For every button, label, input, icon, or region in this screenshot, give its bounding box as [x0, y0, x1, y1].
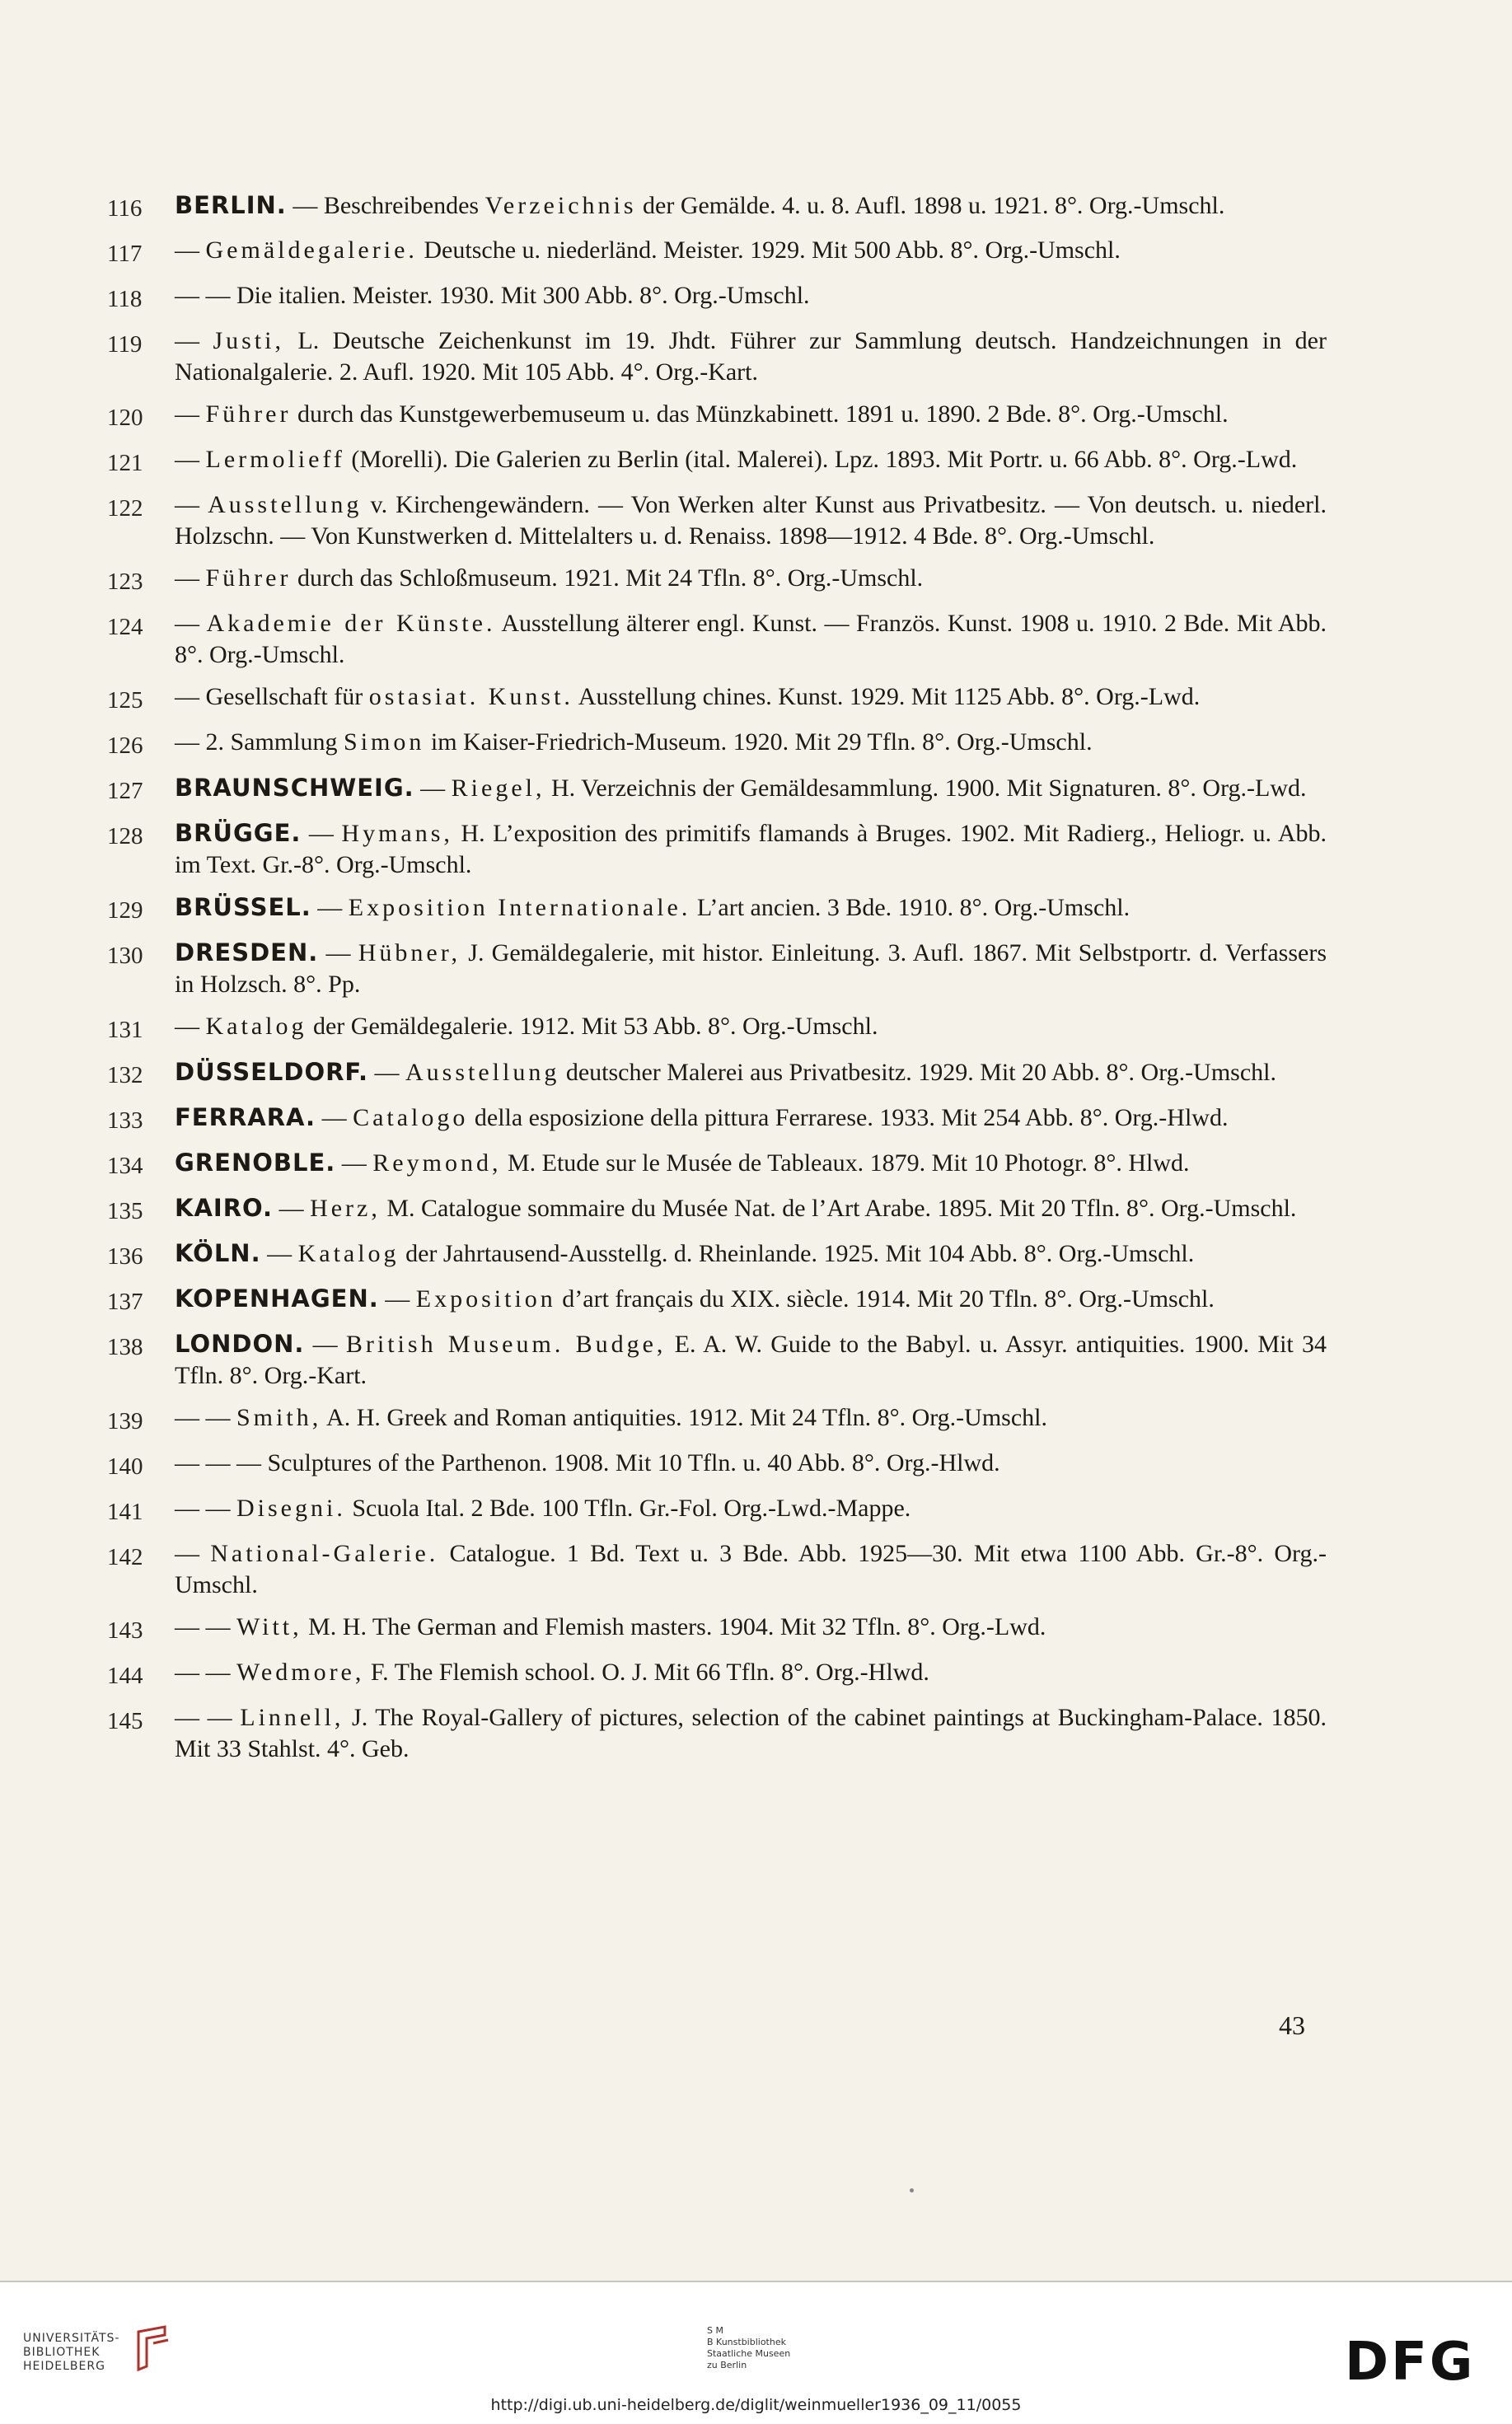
entry-text-run: deutscher Malerei aus Privatbesitz. 1929. Mit 20 Abb. 8°. Org.-Umschl. [559, 1059, 1276, 1086]
entry-text-run: — [301, 820, 342, 847]
entry-text-run: — [273, 1195, 311, 1222]
entry-text [175, 1147, 1327, 1182]
university-emblem-icon [132, 2323, 173, 2373]
catalogue-entry [107, 1612, 1327, 1646]
entry-text [175, 1283, 1327, 1317]
entry-city-heading: GRENOBLE. [175, 1149, 336, 1177]
entry-number: 139 [107, 1408, 143, 1434]
entry-text [175, 489, 1327, 552]
entry-text-run: — [175, 400, 206, 428]
entry-text [175, 681, 1327, 716]
entry-number: 123 [107, 569, 143, 595]
entry-number: 145 [107, 1708, 143, 1734]
entry-spaced-keyword: Exposition [415, 1285, 556, 1313]
entry-number: 126 [107, 732, 143, 759]
entry-spaced-keyword: Verzeichnis [484, 192, 637, 219]
entry-text-run: — — — Sculptures of the Parthenon. 1908. Mit 10 Tfln. u. 40 Abb. 8°. Org.-Hlwd. [175, 1449, 1000, 1476]
entry-number: 132 [107, 1062, 143, 1088]
entry-number: 128 [107, 823, 143, 849]
entry-city-heading: BRÜGGE. [175, 819, 302, 847]
entry-text [175, 608, 1327, 671]
entry-city-heading: DÜSSELDORF. [175, 1058, 368, 1086]
entry-spaced-keyword: Herz, [310, 1195, 381, 1222]
entry-text [175, 1328, 1327, 1392]
entry-text-run: — — [175, 1659, 236, 1686]
entry-number: 144 [107, 1663, 143, 1689]
entry-number: 119 [107, 331, 143, 358]
entry-spaced-keyword: Wedmore, [236, 1659, 365, 1686]
entry-text-run: M. Etude sur le Musée de Tableaux. 1879. Mit 10 Photogr. 8°. Hlwd. [501, 1149, 1190, 1177]
entry-text-run: — [311, 894, 349, 921]
entry-text [175, 325, 1327, 388]
entry-text [175, 727, 1327, 761]
catalogue-entry [107, 1283, 1327, 1317]
entry-city-heading: KOPENHAGEN. [175, 1285, 379, 1313]
entry-number: 141 [107, 1499, 143, 1525]
entry-text-run: F. The Flemish school. O. J. Mit 66 Tfln. 8°. Org.-Hlwd. [364, 1659, 929, 1686]
catalogue-entry [107, 1238, 1327, 1272]
entry-text-run: H. L’exposition des primitifs flamands à Bruges. 1902. Mit Radierg., Heliogr. u. Abb. im Text. Gr.-8°. Org.-Umschl. [175, 820, 1327, 878]
entry-text [175, 399, 1327, 433]
catalogue-entry [107, 681, 1327, 716]
catalogue-entry [107, 235, 1327, 269]
entry-number: 138 [107, 1334, 143, 1360]
entry-number: 125 [107, 687, 143, 714]
entry-text-run: — — Die italien. Meister. 1930. Mit 300 Abb. 8°. Org.-Umschl. [175, 282, 810, 309]
entry-text-run: der Gemäldegalerie. 1912. Mit 53 Abb. 8°. Org.-Umschl. [307, 1013, 878, 1040]
entry-spaced-keyword: Akademie der Künste. [206, 610, 496, 637]
entry-text-run: durch das Kunstgewerbemuseum u. das Münzkabinett. 1891 u. 1890. 2 Bde. 8°. Org.-Umschl. [291, 400, 1229, 428]
entry-spaced-keyword: Witt, [236, 1613, 302, 1640]
entry-number: 124 [107, 614, 143, 640]
entry-spaced-keyword: Simon [344, 728, 425, 756]
entry-number: 131 [107, 1017, 143, 1043]
entry-spaced-keyword: ostasiat. Kunst. [368, 683, 573, 710]
entry-text-run: Ausstellung älterer engl. Kunst. — Französ. Kunst. 1908 u. 1910. 2 Bde. Mit Abb. 8°. Org.-Umschl. [175, 610, 1327, 668]
entry-city-heading: FERRARA. [175, 1103, 316, 1131]
entry-text-run: M. H. The German and Flemish masters. 1904. Mit 32 Tfln. 8°. Org.-Lwd. [302, 1613, 1046, 1640]
entry-text-run: H. Verzeichnis der Gemäldesammlung. 1900. Mit Signaturen. 8°. Org.-Lwd. [545, 774, 1307, 802]
entry-spaced-keyword: Disegni. [236, 1495, 346, 1522]
entry-text-run: durch das Schloßmuseum. 1921. Mit 24 Tfln. 8°. Org.-Umschl. [291, 564, 924, 592]
entry-text [175, 1238, 1327, 1272]
entry-spaced-keyword: National-Galerie. [210, 1540, 439, 1567]
catalogue-entry [107, 1102, 1327, 1136]
entry-number: 121 [107, 450, 143, 476]
entry-spaced-keyword: Führer [205, 564, 292, 592]
entry-spaced-keyword: British Museum. Budge, [345, 1331, 667, 1358]
entry-text-run: — — [175, 1704, 241, 1731]
entry-text [175, 772, 1327, 807]
catalogue-entry [107, 891, 1327, 926]
entry-text-run: J. Gemäldegalerie, mit histor. Einleitung. 3. Aufl. 1867. Mit Selbstportr. d. Verfassers in Holzsch. 8°. Pp. [175, 939, 1327, 998]
entry-number: 135 [107, 1198, 143, 1224]
entry-number: 117 [107, 241, 143, 267]
catalogue-entry [107, 444, 1327, 479]
logo-text-line: BIBLIOTHEK [23, 2346, 101, 2359]
entry-spaced-keyword: Reymond, [372, 1149, 502, 1177]
entry-text [175, 1657, 1327, 1692]
entry-text [175, 444, 1327, 479]
entry-city-heading: LONDON. [175, 1330, 305, 1358]
entry-spaced-keyword: Ausstellung [405, 1059, 560, 1086]
catalogue-entry [107, 1011, 1327, 1046]
logo-text-line: Staatliche Museen [707, 2348, 791, 2359]
entry-text [175, 280, 1327, 315]
catalogue-entries [107, 190, 1327, 1776]
entry-spaced-keyword: Lermolieff [205, 446, 345, 473]
entry-text-run: — [175, 564, 206, 592]
entry-spaced-keyword: Gemäldegalerie. [205, 236, 418, 264]
entry-text-run: Ausstellung chines. Kunst. 1929. Mit 1125 Abb. 8°. Org.-Lwd. [573, 683, 1201, 710]
entry-number: 118 [107, 286, 143, 312]
catalogue-entry [107, 1702, 1327, 1765]
entry-text [175, 891, 1327, 926]
catalogue-entry [107, 937, 1327, 1000]
entry-number: 140 [107, 1453, 143, 1480]
entry-text [175, 1612, 1327, 1646]
logo-text-line: UNIVERSITÄTS- [23, 2332, 120, 2345]
entry-text-run: — [414, 774, 452, 802]
university-library-logo[interactable] [23, 2332, 119, 2374]
entry-text-run: — Beschreibendes [286, 192, 485, 219]
entry-text-run: — — [175, 1613, 236, 1640]
entry-number: 136 [107, 1243, 143, 1270]
entry-text-run: Scuola Ital. 2 Bde. 100 Tfln. Gr.-Fol. Org.-Lwd.-Mappe. [345, 1495, 911, 1522]
entry-text-run: — [175, 1013, 206, 1040]
entry-text [175, 937, 1327, 1000]
permalink-url[interactable]: http://digi.ub.uni-heidelberg.de/diglit/weinmueller1936_09_11/0055 [490, 2396, 1022, 2414]
entry-text-run: v. Kirchengewändern. — Von Werken alter Kunst aus Privatbesitz. — Von deutsch. u. niederl. Holzschn. — Von Kunstwerken d. Mittelalters u. d. Renaiss. 1898—1912. 4 Bde. 8°. Org.-Umschl. [175, 491, 1327, 550]
entry-text-run: — [318, 939, 358, 966]
entry-spaced-keyword: Riegel, [451, 774, 545, 802]
entry-text [175, 235, 1327, 269]
entry-text-run: M. Catalogue sommaire du Musée Nat. de l’Art Arabe. 1895. Mit 20 Tfln. 8°. Org.-Umschl. [380, 1195, 1297, 1222]
entry-text-run: della esposizione della pittura Ferrarese. 1933. Mit 254 Abb. 8°. Org.-Hlwd. [468, 1104, 1229, 1131]
entry-text [175, 563, 1327, 597]
catalogue-entry [107, 489, 1327, 552]
catalogue-entry [107, 817, 1327, 881]
viewer-footer [0, 2281, 1512, 2424]
entry-text-run: — [175, 491, 208, 518]
catalogue-entry [107, 325, 1327, 388]
entry-spaced-keyword: Smith, [236, 1404, 322, 1431]
entry-number: 127 [107, 778, 143, 804]
entry-text-run: — — [175, 1495, 236, 1522]
entry-city-heading: BRAUNSCHWEIG. [175, 774, 414, 802]
entry-number: 142 [107, 1544, 143, 1570]
entry-spaced-keyword: Ausstellung [208, 491, 363, 518]
entry-text [175, 1702, 1327, 1765]
entry-spaced-keyword: Katalog [205, 1013, 307, 1040]
entry-text-run: L’art ancien. 3 Bde. 1910. 8°. Org.-Umschl. [690, 894, 1130, 921]
catalogue-entry [107, 1147, 1327, 1182]
catalogue-entry [107, 1402, 1327, 1437]
entry-text-run: der Jahrtausend-Ausstellg. d. Rheinlande. 1925. Mit 104 Abb. 8°. Org.-Umschl. [399, 1240, 1195, 1267]
entry-number: 143 [107, 1617, 143, 1644]
entry-number: 137 [107, 1289, 143, 1315]
entry-text-run: — [260, 1240, 298, 1267]
entry-spaced-keyword: Hymans, [341, 820, 453, 847]
entry-text-run: — [175, 610, 207, 637]
entry-number: 130 [107, 943, 143, 969]
entry-spaced-keyword: Exposition Internationale. [348, 894, 691, 921]
catalogue-entry [107, 1448, 1327, 1482]
entry-text-run: — [378, 1285, 416, 1313]
entry-text-run: d’art français du XIX. siècle. 1914. Mit 20 Tfln. 8°. Org.-Umschl. [555, 1285, 1215, 1313]
entry-text-run: — [316, 1104, 353, 1131]
catalogue-entry [107, 1192, 1327, 1227]
entry-spaced-keyword: Hübner, [358, 939, 461, 966]
entry-text [175, 1448, 1327, 1482]
entry-text-run: — 2. Sammlung [175, 728, 344, 756]
catalogue-entry [107, 1493, 1327, 1528]
print-speck [910, 2188, 914, 2192]
entry-text-run: — [335, 1149, 373, 1177]
kunstbibliothek-logo[interactable] [707, 2325, 790, 2371]
catalogue-entry [107, 1056, 1327, 1091]
entry-text [175, 1056, 1327, 1091]
entry-text-run: L. Deutsche Zeichenkunst im 19. Jhdt. Führer zur Sammlung deutsch. Handzeichnungen in der Nationalgalerie. 2. Aufl. 1920. Mit 105 Abb. 4°. Org.-Kart. [175, 327, 1327, 386]
entry-spaced-keyword: Führer [205, 400, 292, 428]
entry-spaced-keyword: Catalogo [353, 1104, 469, 1131]
entry-spaced-keyword: Linnell, [240, 1704, 344, 1731]
entry-text [175, 190, 1327, 224]
entry-text-run: (Morelli). Die Galerien zu Berlin (ital. Malerei). Lpz. 1893. Mit Portr. u. 66 Abb. 8°. Org.-Lwd. [344, 446, 1298, 473]
entry-city-heading: KÖLN. [175, 1239, 261, 1267]
entry-number: 134 [107, 1153, 143, 1179]
entry-text-run: — Gesellschaft für [175, 683, 369, 710]
entry-text-run: — — [175, 1404, 236, 1431]
catalogue-entry [107, 280, 1327, 315]
entry-city-heading: DRESDEN. [175, 938, 319, 966]
entry-text-run: — [175, 446, 206, 473]
entry-spaced-keyword: Katalog [297, 1240, 400, 1267]
catalogue-entry [107, 1657, 1327, 1692]
entry-text-run: Catalogue. 1 Bd. Text u. 3 Bde. Abb. 1925—30. Mit etwa 1100 Abb. Gr.-8°. Org.-Umschl. [175, 1540, 1327, 1598]
entry-number: 129 [107, 897, 143, 924]
catalogue-entry [107, 727, 1327, 761]
catalogue-entry [107, 1538, 1327, 1601]
catalogue-entry [107, 1328, 1327, 1392]
entry-number: 133 [107, 1107, 143, 1134]
entry-text-run: — [368, 1059, 405, 1086]
logo-text-line: HEIDELBERG [23, 2360, 105, 2373]
entry-number: 116 [107, 195, 143, 222]
entry-city-heading: BRÜSSEL. [175, 893, 311, 921]
entry-text [175, 1402, 1327, 1437]
entry-text [175, 1011, 1327, 1046]
page-number: 43 [1279, 2010, 1305, 2040]
entry-text [175, 817, 1327, 881]
entry-text-run: A. H. Greek and Roman antiquities. 1912. Mit 24 Tfln. 8°. Org.-Umschl. [321, 1404, 1047, 1431]
entry-text-run: J. The Royal-Gallery of pictures, selection of the cabinet paintings at Buckingham-Palace. 1850. Mit 33 Stahlst. 4°. Geb. [175, 1704, 1327, 1762]
entry-text-run: im Kaiser-Friedrich-Museum. 1920. Mit 29 Tfln. 8°. Org.-Umschl. [424, 728, 1093, 756]
catalogue-entry [107, 190, 1327, 224]
catalogue-entry [107, 563, 1327, 597]
entry-number: 122 [107, 495, 143, 522]
dfg-logo[interactable]: DFG [1345, 2332, 1476, 2393]
logo-text-line: zu Berlin [707, 2360, 747, 2370]
entry-text-run: Deutsche u. niederländ. Meister. 1929. Mit 500 Abb. 8°. Org.-Umschl. [417, 236, 1121, 264]
catalogue-entry [107, 399, 1327, 433]
entry-text-run: der Gemälde. 4. u. 8. Aufl. 1898 u. 1921. 8°. Org.-Umschl. [636, 192, 1225, 219]
entry-text [175, 1192, 1327, 1227]
entry-text-run: — [175, 236, 206, 264]
entry-number: 120 [107, 405, 143, 431]
catalogue-entry [107, 608, 1327, 671]
entry-text [175, 1538, 1327, 1601]
catalogue-entry [107, 772, 1327, 807]
entry-text-run: — [175, 327, 213, 354]
logo-text-line: S M [707, 2325, 723, 2336]
entry-text [175, 1102, 1327, 1136]
entry-text [175, 1493, 1327, 1528]
logo-text-line: B Kunstbibliothek [707, 2337, 786, 2347]
entry-city-heading: BERLIN. [175, 191, 287, 219]
entry-spaced-keyword: Justi, [213, 327, 284, 354]
entry-text-run: — [304, 1331, 346, 1358]
entry-city-heading: KAIRO. [175, 1194, 274, 1222]
entry-text-run: — [175, 1540, 211, 1567]
entry-text-run: E. A. W. Guide to the Babyl. u. Assyr. antiquities. 1900. Mit 34 Tfln. 8°. Org.-Kart. [175, 1331, 1327, 1389]
